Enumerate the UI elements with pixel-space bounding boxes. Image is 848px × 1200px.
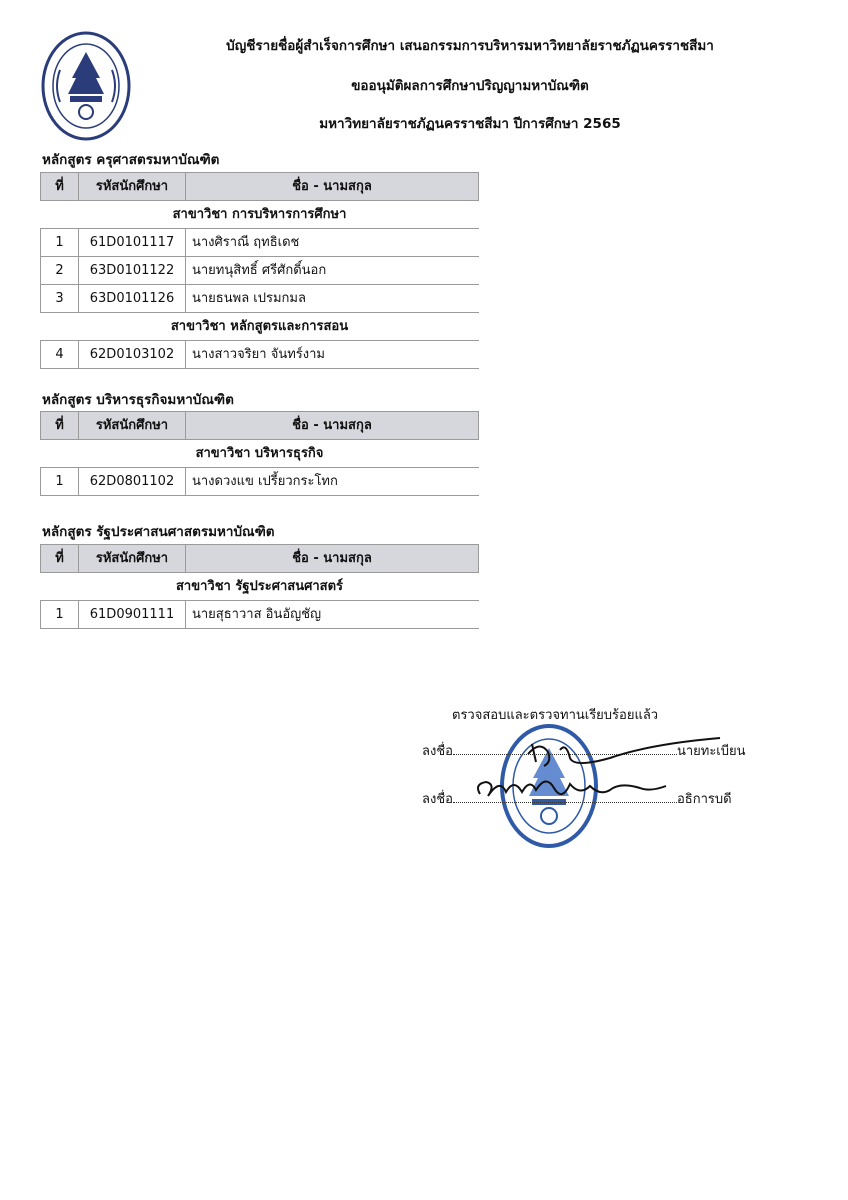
student-no: 1 [41,468,79,496]
student-no: 1 [41,229,79,257]
column-header-name: ชื่อ - นามสกุล [186,545,479,573]
student-no: 3 [41,285,79,313]
table-row [41,341,479,369]
document-title: บัญชีรายชื่อผู้สำเร็จการศึกษา เสนอกรรมการบริหารมหาวิทยาลัยราชภัฏนครราชสีมา [226,38,714,54]
major-row: สาขาวิชา รัฐประศาสนศาสตร์ [41,573,479,601]
column-header-student-id: รหัสนักศึกษา [79,412,186,440]
table-row [41,468,479,496]
student-id: 62D0103102 [79,341,186,369]
sign-prefix: ลงชื่อ [422,792,453,807]
verification-note: ตรวจสอบและตรวจทานเรียบร้อยแล้ว [452,708,659,723]
table-header-row [41,545,479,573]
student-id: 62D0801102 [79,468,186,496]
student-id: 61D0101117 [79,229,186,257]
document-year-line: มหาวิทยาลัยราชภัฏนครราชสีมา ปีการศึกษา 2565 [319,116,621,132]
column-header-name: ชื่อ - นามสกุล [186,412,479,440]
student-id: 61D0901111 [79,601,186,629]
major-row: สาขาวิชา การบริหารการศึกษา [41,201,479,229]
program-title: หลักสูตร บริหารธุรกิจมหาบัณฑิต [42,392,234,408]
column-header-name: ชื่อ - นามสกุล [186,173,479,201]
student-no: 1 [41,601,79,629]
graduate-table [40,172,479,369]
student-id: 63D0101126 [79,285,186,313]
major-row: สาขาวิชา หลักสูตรและการสอน [41,313,479,341]
table-header-row [41,173,479,201]
table-row [41,229,479,257]
university-seal-icon [40,30,132,142]
column-header-no: ที่ [41,173,79,201]
student-id: 63D0101122 [79,257,186,285]
handwritten-signature-icon [470,732,730,822]
student-name: นางดวงแข เปรี้ยวกระโทก [186,468,479,496]
registrar-title: นายทะเบียน [676,744,746,759]
document-subtitle: ขออนุมัติผลการศึกษาปริญญามหาบัณฑิต [351,78,589,94]
student-no: 2 [41,257,79,285]
student-no: 4 [41,341,79,369]
sign-prefix: ลงชื่อ [422,744,453,759]
table-header-row [41,412,479,440]
student-name: นางศิราณี ฤทธิเดช [186,229,479,257]
column-header-student-id: รหัสนักศึกษา [79,545,186,573]
student-name: นายธนพล เปรมกมล [186,285,479,313]
student-name: นางสาวจริยา จันทร์งาม [186,341,479,369]
table-row [41,257,479,285]
president-title: อธิการบดี [676,792,732,807]
student-name: นายทนุสิทธิ์ ศรีศักดิ์นอก [186,257,479,285]
column-header-student-id: รหัสนักศึกษา [79,173,186,201]
program-title: หลักสูตร ครุศาสตรมหาบัณฑิต [42,152,220,168]
graduate-table [40,411,479,496]
graduate-table [40,544,479,629]
program-title: หลักสูตร รัฐประศาสนศาสตรมหาบัณฑิต [42,524,275,540]
table-row [41,601,479,629]
column-header-no: ที่ [41,412,79,440]
student-name: นายสุธาวาส อินอัญชัญ [186,601,479,629]
major-row: สาขาวิชา บริหารธุรกิจ [41,440,479,468]
table-row [41,285,479,313]
column-header-no: ที่ [41,545,79,573]
